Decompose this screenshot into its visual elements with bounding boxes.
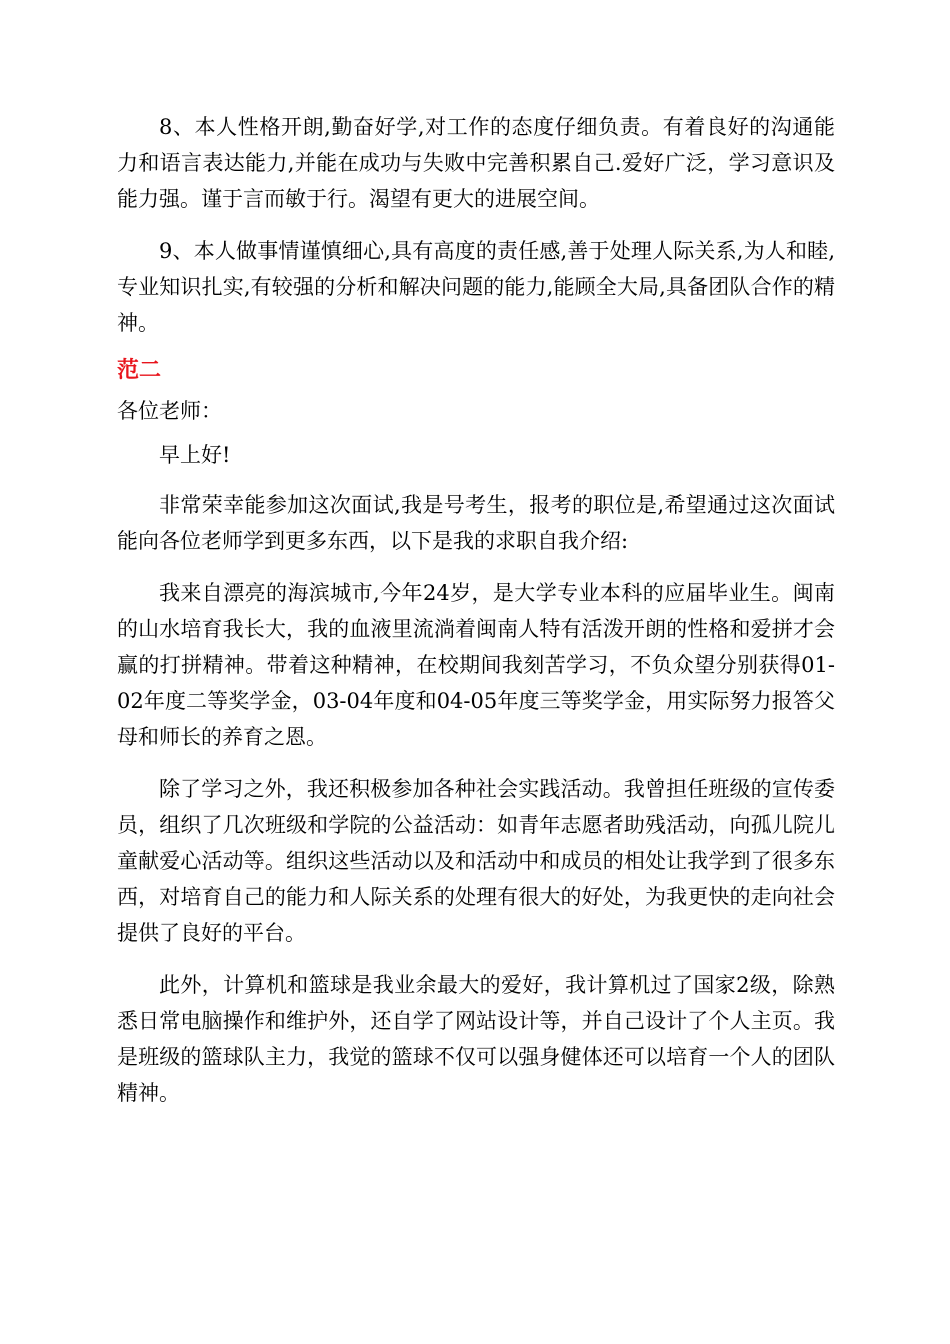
paragraph-hobbies: 此外，计算机和篮球是我业余最大的爱好，我计算机过了国家2级，除熟悉日常电脑操作和维护外，还自学了网站设计等，并自己设计了个人主页。我是班级的篮球队主力，我觉的篮球不仅可以强身健体还可以培育一个人的团队精神。 [117, 973, 835, 1105]
paragraph-activities: 除了学习之外，我还积极参加各种社会实践活动。我曾担任班级的宣传委员，组织了几次班级和学院的公益活动：如青年志愿者助残活动，向孤儿院儿童献爱心活动等。组织这些活动以及和活动中和成员的相处让我学到了很多东西，对培育自己的能力和人际关系的处理有很大的好处，为我更快的走向社会提供了良好的平台。 [117, 777, 835, 945]
greeting: 早上好! [159, 443, 231, 467]
section-heading: 范二 [117, 358, 162, 383]
paragraph-intro: 非常荣幸能参加这次面试,我是号考生，报考的职位是,希望通过这次面试能向各位老师学到更多东西，以下是我的求职自我介绍: [117, 493, 835, 553]
paragraph-background: 我来自漂亮的海滨城市,今年24岁，是大学专业本科的应届毕业生。闽南的山水培育我长大，我的血液里流淌着闽南人特有活泼开朗的性格和爱拼才会赢的打拼精神。带着这种精神，在校期间我刻苦学习，不负众望分别获得01-02年度二等奖学金，03-04年度和04-05年度三等奖学金，用实际努力报答父母和师长的养育之恩。 [117, 581, 835, 749]
paragraph-item-9: 9、本人做事情谨慎细心,具有高度的责任感,善于处理人际关系,为人和睦,专业知识扎实,有较强的分析和解决问题的能力,能顾全大局,具备团队合作的精神。 [117, 239, 835, 335]
salutation: 各位老师： [117, 399, 222, 423]
document-page [117, 109, 835, 1127]
paragraph-item-8: 8、本人性格开朗,勤奋好学,对工作的态度仔细负责。有着良好的沟通能力和语言表达能力,并能在成功与失败中完善积累自己.爱好广泛，学习意识及能力强。谨于言而敏于行。渴望有更大的进展空间。 [117, 115, 835, 211]
